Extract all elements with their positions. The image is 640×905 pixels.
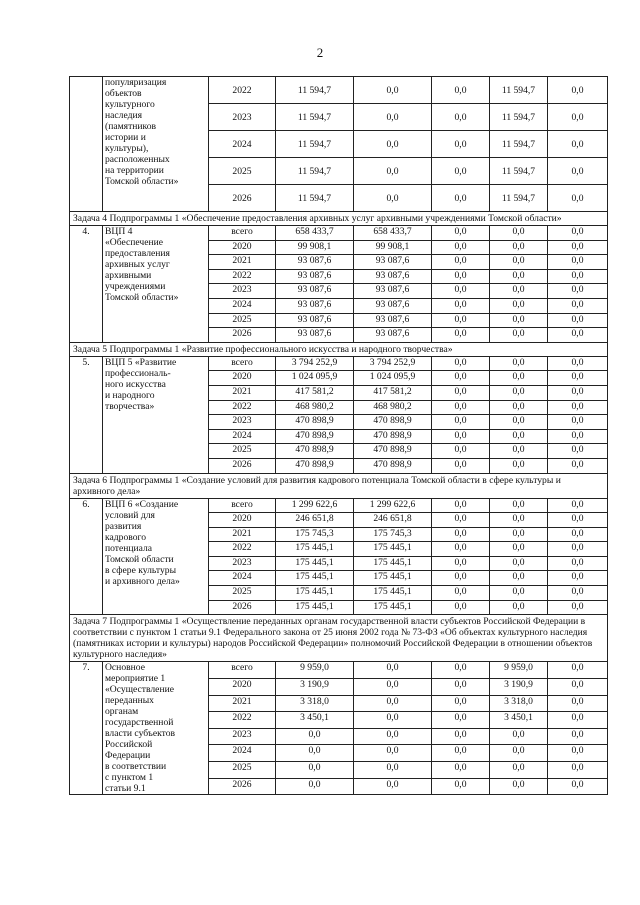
task-title: Задача 7 Подпрограммы 1 «Осуществление переданных органам государственной власти субъектов Российской Федерации в соответствии с пунктом 1 статьи 9.1 Федерального закона от 25 июня 2002 года № 73-ФЗ «Об объектах культурного наследия (памятниках истории и культуры) народов Российской Федерации» полномочий Российской Федерации в отношении объектов культурного наследия» <box>70 615 608 662</box>
value-cell: 3 190,9 <box>276 678 354 695</box>
value-cell: 0,0 <box>354 662 432 679</box>
year-cell: 2021 <box>209 255 276 270</box>
value-cell: 468 980,2 <box>354 400 432 415</box>
value-cell: 0,0 <box>354 678 432 695</box>
year-cell: 2020 <box>209 678 276 695</box>
value-cell: 0,0 <box>490 542 548 557</box>
value-cell: 11 594,7 <box>276 185 354 212</box>
value-cell: 0,0 <box>548 712 608 729</box>
value-cell: 175 445,1 <box>276 600 354 615</box>
year-cell: всего <box>209 226 276 241</box>
year-cell: 2026 <box>209 600 276 615</box>
year-cell: 2026 <box>209 778 276 795</box>
value-cell: 0,0 <box>490 400 548 415</box>
year-cell: 2024 <box>209 571 276 586</box>
row-number: 5. <box>70 356 103 473</box>
value-cell: 175 445,1 <box>354 571 432 586</box>
value-cell: 0,0 <box>354 185 432 212</box>
value-cell: 0,0 <box>548 385 608 400</box>
task-row <box>70 615 608 662</box>
value-cell: 246 651,8 <box>276 513 354 528</box>
value-cell: 0,0 <box>548 678 608 695</box>
table-row <box>70 226 608 241</box>
year-cell: 2020 <box>209 371 276 386</box>
value-cell: 0,0 <box>490 527 548 542</box>
value-cell: 0,0 <box>490 269 548 284</box>
value-cell: 0,0 <box>548 269 608 284</box>
value-cell: 99 908,1 <box>276 240 354 255</box>
year-cell: 2022 <box>209 77 276 104</box>
year-cell: всего <box>209 356 276 371</box>
value-cell: 0,0 <box>490 415 548 430</box>
measure-description: ВЦП 4 «Обеспечение предоставления архивных услуг архивными учреждениями Томской области» <box>103 226 209 343</box>
value-cell: 0,0 <box>432 131 490 158</box>
measure-description: ВЦП 6 «Создание условий для развития кадрового потенциала Томской области в сфере культуры и архивного дела» <box>103 498 209 615</box>
value-cell: 0,0 <box>276 762 354 779</box>
value-cell: 0,0 <box>548 745 608 762</box>
value-cell: 0,0 <box>548 371 608 386</box>
year-cell: 2022 <box>209 542 276 557</box>
year-cell: 2023 <box>209 415 276 430</box>
value-cell: 0,0 <box>490 313 548 328</box>
row-number: 7. <box>70 662 103 795</box>
year-cell: 2024 <box>209 429 276 444</box>
year-cell: 2021 <box>209 385 276 400</box>
value-cell: 470 898,9 <box>276 415 354 430</box>
value-cell: 470 898,9 <box>276 444 354 459</box>
value-cell: 0,0 <box>432 104 490 131</box>
value-cell: 0,0 <box>354 762 432 779</box>
value-cell: 0,0 <box>548 104 608 131</box>
value-cell: 0,0 <box>548 728 608 745</box>
value-cell: 0,0 <box>432 269 490 284</box>
value-cell: 0,0 <box>432 527 490 542</box>
value-cell: 0,0 <box>354 104 432 131</box>
value-cell: 0,0 <box>432 458 490 473</box>
value-cell: 0,0 <box>490 586 548 601</box>
year-cell: 2020 <box>209 240 276 255</box>
value-cell: 468 980,2 <box>276 400 354 415</box>
value-cell: 0,0 <box>548 498 608 513</box>
value-cell: 0,0 <box>548 185 608 212</box>
value-cell: 3 318,0 <box>276 695 354 712</box>
value-cell: 0,0 <box>548 415 608 430</box>
value-cell: 417 581,2 <box>354 385 432 400</box>
value-cell: 0,0 <box>432 77 490 104</box>
value-cell: 0,0 <box>432 313 490 328</box>
value-cell: 11 594,7 <box>490 77 548 104</box>
year-cell: 2024 <box>209 298 276 313</box>
value-cell: 0,0 <box>490 745 548 762</box>
value-cell: 0,0 <box>490 498 548 513</box>
task-row <box>70 212 608 226</box>
year-cell: 2023 <box>209 556 276 571</box>
value-cell: 175 745,3 <box>354 527 432 542</box>
table-row <box>70 356 608 371</box>
value-cell: 93 087,6 <box>354 284 432 299</box>
value-cell: 0,0 <box>548 762 608 779</box>
table-row <box>70 77 608 104</box>
value-cell: 0,0 <box>432 762 490 779</box>
value-cell: 0,0 <box>432 371 490 386</box>
value-cell: 470 898,9 <box>354 415 432 430</box>
value-cell: 0,0 <box>548 284 608 299</box>
value-cell: 0,0 <box>490 385 548 400</box>
value-cell: 0,0 <box>432 400 490 415</box>
table-row <box>70 498 608 513</box>
value-cell: 0,0 <box>354 158 432 185</box>
value-cell: 0,0 <box>548 429 608 444</box>
value-cell: 0,0 <box>490 458 548 473</box>
year-cell: 2021 <box>209 695 276 712</box>
value-cell: 3 450,1 <box>276 712 354 729</box>
value-cell: 0,0 <box>548 662 608 679</box>
value-cell: 93 087,6 <box>354 255 432 270</box>
value-cell: 0,0 <box>490 371 548 386</box>
value-cell: 0,0 <box>490 284 548 299</box>
value-cell: 0,0 <box>432 542 490 557</box>
value-cell: 0,0 <box>548 255 608 270</box>
value-cell: 0,0 <box>432 284 490 299</box>
value-cell: 175 445,1 <box>354 600 432 615</box>
task-title: Задача 4 Подпрограммы 1 «Обеспечение предоставления архивных услуг архивными учреждениями Томской области» <box>70 212 608 226</box>
value-cell: 0,0 <box>354 778 432 795</box>
value-cell: 470 898,9 <box>276 429 354 444</box>
year-cell: 2024 <box>209 745 276 762</box>
value-cell: 0,0 <box>432 745 490 762</box>
value-cell: 175 445,1 <box>276 542 354 557</box>
value-cell: 0,0 <box>548 513 608 528</box>
value-cell: 0,0 <box>432 255 490 270</box>
value-cell: 0,0 <box>548 313 608 328</box>
value-cell: 9 959,0 <box>490 662 548 679</box>
value-cell: 0,0 <box>432 385 490 400</box>
row-number: 4. <box>70 226 103 343</box>
value-cell: 0,0 <box>548 527 608 542</box>
value-cell: 0,0 <box>432 444 490 459</box>
value-cell: 93 087,6 <box>276 298 354 313</box>
year-cell: 2023 <box>209 104 276 131</box>
value-cell: 0,0 <box>276 745 354 762</box>
year-cell: 2022 <box>209 712 276 729</box>
year-cell: 2020 <box>209 513 276 528</box>
value-cell: 3 450,1 <box>490 712 548 729</box>
value-cell: 470 898,9 <box>354 444 432 459</box>
year-cell: всего <box>209 498 276 513</box>
task-row <box>70 473 608 498</box>
value-cell: 0,0 <box>432 728 490 745</box>
row-number: 6. <box>70 498 103 615</box>
year-cell: 2025 <box>209 444 276 459</box>
year-cell: 2024 <box>209 131 276 158</box>
value-cell: 470 898,9 <box>276 458 354 473</box>
value-cell: 1 024 095,9 <box>276 371 354 386</box>
value-cell: 3 794 252,9 <box>276 356 354 371</box>
value-cell: 0,0 <box>490 356 548 371</box>
value-cell: 175 445,1 <box>276 571 354 586</box>
task-row <box>70 342 608 356</box>
value-cell: 0,0 <box>548 226 608 241</box>
value-cell: 0,0 <box>548 328 608 343</box>
value-cell: 11 594,7 <box>490 158 548 185</box>
value-cell: 0,0 <box>548 356 608 371</box>
value-cell: 0,0 <box>548 298 608 313</box>
value-cell: 93 087,6 <box>276 255 354 270</box>
year-cell: 2022 <box>209 400 276 415</box>
year-cell: 2025 <box>209 586 276 601</box>
value-cell: 417 581,2 <box>276 385 354 400</box>
value-cell: 0,0 <box>354 77 432 104</box>
value-cell: 0,0 <box>548 444 608 459</box>
value-cell: 0,0 <box>490 255 548 270</box>
value-cell: 0,0 <box>548 458 608 473</box>
year-cell: 2026 <box>209 185 276 212</box>
measure-description: ВЦП 5 «Развитие профессиональ- ного искусства и народного творчества» <box>103 356 209 473</box>
value-cell: 93 087,6 <box>354 269 432 284</box>
year-cell: 2023 <box>209 728 276 745</box>
value-cell: 11 594,7 <box>276 131 354 158</box>
value-cell: 0,0 <box>548 556 608 571</box>
task-title: Задача 5 Подпрограммы 1 «Развитие профессионального искусства и народного творчества» <box>70 342 608 356</box>
page-number: 2 <box>316 45 324 60</box>
value-cell: 0,0 <box>432 328 490 343</box>
value-cell: 11 594,7 <box>276 104 354 131</box>
value-cell: 0,0 <box>548 158 608 185</box>
value-cell: 175 445,1 <box>354 556 432 571</box>
value-cell: 93 087,6 <box>276 269 354 284</box>
financing-table <box>69 76 608 795</box>
value-cell: 0,0 <box>354 728 432 745</box>
value-cell: 0,0 <box>490 762 548 779</box>
value-cell: 0,0 <box>432 429 490 444</box>
value-cell: 3 318,0 <box>490 695 548 712</box>
value-cell: 658 433,7 <box>276 226 354 241</box>
value-cell: 9 959,0 <box>276 662 354 679</box>
table-row <box>70 662 608 679</box>
value-cell: 0,0 <box>432 226 490 241</box>
year-cell: 2025 <box>209 313 276 328</box>
value-cell: 0,0 <box>490 571 548 586</box>
value-cell: 0,0 <box>432 778 490 795</box>
value-cell: 0,0 <box>490 778 548 795</box>
value-cell: 0,0 <box>432 298 490 313</box>
value-cell: 0,0 <box>490 240 548 255</box>
value-cell: 0,0 <box>432 712 490 729</box>
year-cell: всего <box>209 662 276 679</box>
value-cell: 0,0 <box>354 712 432 729</box>
year-cell: 2026 <box>209 458 276 473</box>
value-cell: 0,0 <box>432 513 490 528</box>
value-cell: 470 898,9 <box>354 458 432 473</box>
value-cell: 1 299 622,6 <box>276 498 354 513</box>
value-cell: 93 087,6 <box>276 284 354 299</box>
value-cell: 11 594,7 <box>276 77 354 104</box>
value-cell: 93 087,6 <box>354 328 432 343</box>
value-cell: 0,0 <box>432 498 490 513</box>
value-cell: 0,0 <box>490 728 548 745</box>
value-cell: 0,0 <box>490 513 548 528</box>
value-cell: 93 087,6 <box>354 298 432 313</box>
measure-description: Основное мероприятие 1 «Осуществление переданных органам государственной власти субъектов Российской Федерации в соответствии с пунктом 1 статьи 9.1 <box>103 662 209 795</box>
value-cell: 0,0 <box>548 240 608 255</box>
value-cell: 175 745,3 <box>276 527 354 542</box>
value-cell: 11 594,7 <box>490 185 548 212</box>
value-cell: 0,0 <box>432 556 490 571</box>
value-cell: 246 651,8 <box>354 513 432 528</box>
value-cell: 0,0 <box>432 571 490 586</box>
year-cell: 2022 <box>209 269 276 284</box>
year-cell: 2025 <box>209 158 276 185</box>
value-cell: 11 594,7 <box>490 131 548 158</box>
value-cell: 0,0 <box>490 298 548 313</box>
value-cell: 0,0 <box>548 695 608 712</box>
task-title: Задача 6 Подпрограммы 1 «Создание условий для развития кадрового потенциала Томской области в сфере культуры и архивного дела» <box>70 473 608 498</box>
value-cell: 0,0 <box>548 600 608 615</box>
year-cell: 2026 <box>209 328 276 343</box>
value-cell: 0,0 <box>490 444 548 459</box>
value-cell: 175 445,1 <box>354 542 432 557</box>
table-body <box>70 77 608 795</box>
value-cell: 175 445,1 <box>276 556 354 571</box>
value-cell: 0,0 <box>432 600 490 615</box>
year-cell: 2023 <box>209 284 276 299</box>
value-cell: 0,0 <box>276 728 354 745</box>
value-cell: 1 024 095,9 <box>354 371 432 386</box>
value-cell: 0,0 <box>432 240 490 255</box>
value-cell: 0,0 <box>548 586 608 601</box>
year-cell: 2025 <box>209 762 276 779</box>
value-cell: 0,0 <box>276 778 354 795</box>
value-cell: 175 445,1 <box>276 586 354 601</box>
value-cell: 0,0 <box>548 77 608 104</box>
value-cell: 0,0 <box>548 131 608 158</box>
value-cell: 0,0 <box>432 678 490 695</box>
value-cell: 658 433,7 <box>354 226 432 241</box>
measure-description: популяризация объектов культурного наследия (памятников истории и культуры), расположенных на территории Томской области» <box>103 77 209 212</box>
value-cell: 0,0 <box>432 662 490 679</box>
value-cell: 93 087,6 <box>276 313 354 328</box>
value-cell: 0,0 <box>548 542 608 557</box>
value-cell: 0,0 <box>548 400 608 415</box>
value-cell: 0,0 <box>432 185 490 212</box>
value-cell: 0,0 <box>432 695 490 712</box>
value-cell: 3 190,9 <box>490 678 548 695</box>
value-cell: 11 594,7 <box>490 104 548 131</box>
row-number <box>70 77 103 212</box>
value-cell: 0,0 <box>432 356 490 371</box>
value-cell: 0,0 <box>354 695 432 712</box>
value-cell: 0,0 <box>490 226 548 241</box>
value-cell: 0,0 <box>432 586 490 601</box>
value-cell: 175 445,1 <box>354 586 432 601</box>
value-cell: 1 299 622,6 <box>354 498 432 513</box>
value-cell: 11 594,7 <box>276 158 354 185</box>
value-cell: 0,0 <box>354 131 432 158</box>
year-cell: 2021 <box>209 527 276 542</box>
value-cell: 0,0 <box>548 571 608 586</box>
value-cell: 99 908,1 <box>354 240 432 255</box>
value-cell: 0,0 <box>432 415 490 430</box>
value-cell: 470 898,9 <box>354 429 432 444</box>
value-cell: 0,0 <box>490 600 548 615</box>
value-cell: 0,0 <box>490 429 548 444</box>
value-cell: 0,0 <box>548 778 608 795</box>
value-cell: 0,0 <box>354 745 432 762</box>
value-cell: 93 087,6 <box>276 328 354 343</box>
value-cell: 93 087,6 <box>354 313 432 328</box>
value-cell: 0,0 <box>432 158 490 185</box>
value-cell: 0,0 <box>490 328 548 343</box>
value-cell: 0,0 <box>490 556 548 571</box>
value-cell: 3 794 252,9 <box>354 356 432 371</box>
